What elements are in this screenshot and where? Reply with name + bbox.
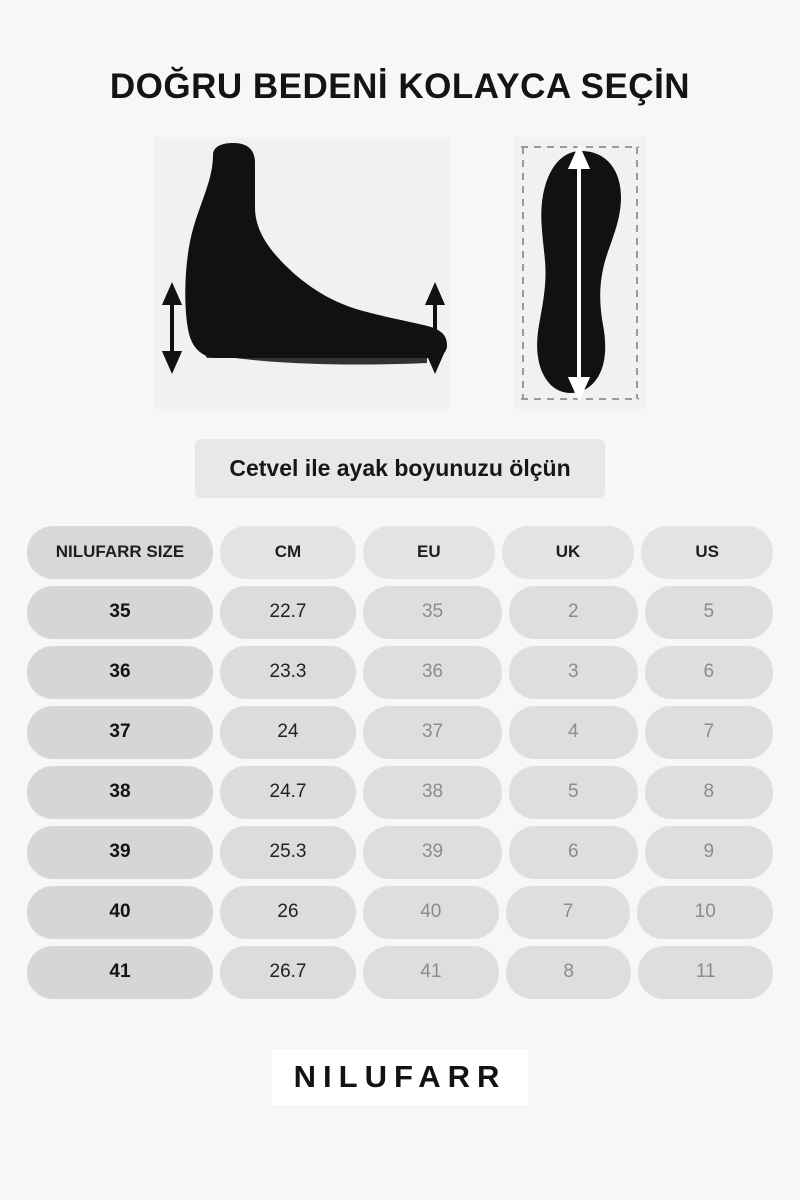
cell-uk: 2 <box>509 586 637 639</box>
table-row <box>27 826 773 879</box>
cell-size: 39 <box>27 826 213 879</box>
cell-cm: 26 <box>220 886 356 939</box>
cell-cm: 22.7 <box>220 586 356 639</box>
cell-us: 9 <box>645 826 773 879</box>
cell-eu: 35 <box>363 586 502 639</box>
foot-side-view <box>155 137 450 409</box>
cell-eu: 38 <box>363 766 502 819</box>
ruler-instruction: Cetvel ile ayak boyunuzu ölçün <box>195 439 604 498</box>
cell-uk: 4 <box>509 706 637 759</box>
foot-sole-view <box>515 137 645 409</box>
cell-cm: 26.7 <box>220 946 356 999</box>
cell-us: 6 <box>645 646 773 699</box>
table-row <box>27 706 773 759</box>
cell-us: 7 <box>645 706 773 759</box>
cell-uk: 8 <box>506 946 631 999</box>
cell-eu: 41 <box>363 946 499 999</box>
cell-uk: 7 <box>506 886 631 939</box>
foot-illustration <box>155 137 645 417</box>
cell-uk: 6 <box>509 826 637 879</box>
table-row <box>27 586 773 639</box>
cell-uk: 3 <box>509 646 637 699</box>
column-header-cm: CM <box>220 526 356 579</box>
brand-logo: NILUFARR <box>272 1049 529 1105</box>
cell-us: 8 <box>645 766 773 819</box>
cell-uk: 5 <box>509 766 637 819</box>
cell-us: 10 <box>637 886 773 939</box>
table-header-row <box>27 526 773 579</box>
cell-cm: 25.3 <box>220 826 356 879</box>
size-table <box>27 526 773 999</box>
cell-cm: 24.7 <box>220 766 356 819</box>
column-header-eu: EU <box>363 526 495 579</box>
cell-size: 41 <box>27 946 213 999</box>
cell-eu: 40 <box>363 886 499 939</box>
cell-eu: 36 <box>363 646 502 699</box>
column-header-size: NILUFARR SIZE <box>27 526 213 579</box>
column-header-uk: UK <box>502 526 635 579</box>
cell-cm: 23.3 <box>220 646 356 699</box>
cell-eu: 39 <box>363 826 502 879</box>
table-row <box>27 766 773 819</box>
table-row <box>27 646 773 699</box>
cell-us: 5 <box>645 586 773 639</box>
cell-eu: 37 <box>363 706 502 759</box>
cell-size: 38 <box>27 766 213 819</box>
cell-size: 35 <box>27 586 213 639</box>
cell-cm: 24 <box>220 706 356 759</box>
cell-size: 40 <box>27 886 213 939</box>
cell-size: 37 <box>27 706 213 759</box>
column-header-us: US <box>641 526 773 579</box>
table-row <box>27 886 773 939</box>
page-title: DOĞRU BEDENİ KOLAYCA SEÇİN <box>109 67 691 106</box>
cell-us: 11 <box>638 946 773 999</box>
cell-size: 36 <box>27 646 213 699</box>
table-row <box>27 946 773 999</box>
